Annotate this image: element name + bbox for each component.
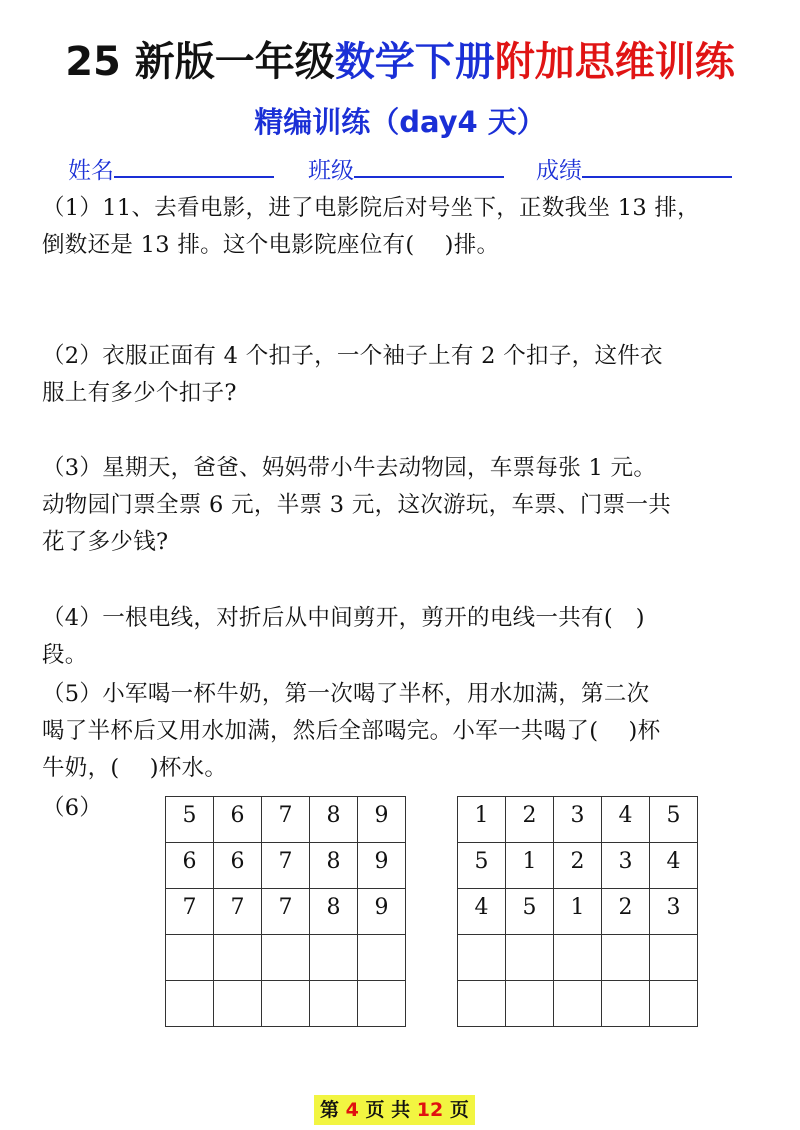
number-grid-right [457, 796, 698, 1027]
score-blank[interactable] [582, 152, 732, 178]
grid-cell-blank[interactable] [602, 935, 650, 981]
grid-cell-blank[interactable] [458, 935, 506, 981]
grid-cell: 6 [166, 843, 214, 889]
grid-cell: 3 [602, 843, 650, 889]
name-blank[interactable] [114, 152, 274, 178]
grid-cell: 1 [506, 843, 554, 889]
grid-row [166, 797, 406, 843]
class-blank[interactable] [354, 152, 504, 178]
grid-cell-blank[interactable] [554, 935, 602, 981]
grid-cell-blank[interactable] [358, 935, 406, 981]
class-field[interactable] [308, 152, 504, 185]
question-2 [42, 338, 762, 412]
question-5 [42, 676, 762, 787]
grid-cell-blank[interactable] [310, 935, 358, 981]
grid-cell: 4 [650, 843, 698, 889]
grid-cell-blank[interactable] [650, 981, 698, 1027]
grid-cell-blank[interactable] [166, 981, 214, 1027]
grid-cell: 2 [506, 797, 554, 843]
question-line: 花了多少钱? [42, 529, 169, 555]
grid-cell: 9 [358, 797, 406, 843]
grid-cell: 3 [650, 889, 698, 935]
question-line: （2）衣服正面有 4 个扣子，一个袖子上有 2 个扣子，这件衣 [42, 343, 663, 369]
question-line: 牛奶，( )杯水。 [42, 755, 228, 781]
grid-cell-blank[interactable] [458, 981, 506, 1027]
grid-row [458, 843, 698, 889]
grid-cell-blank[interactable] [506, 935, 554, 981]
title-part-training: 附加思维训练 [494, 39, 735, 85]
grid-cell-blank[interactable] [262, 935, 310, 981]
grid-cell: 5 [458, 843, 506, 889]
grid-cell: 7 [214, 889, 262, 935]
grid-cell: 7 [166, 889, 214, 935]
grid-cell: 8 [310, 889, 358, 935]
grid-cell: 7 [262, 889, 310, 935]
grid-cell-blank[interactable] [506, 981, 554, 1027]
question-line: 动物园门票全票 6 元，半票 3 元，这次游玩，车票、门票一共 [42, 492, 672, 518]
student-info-fields [68, 152, 768, 188]
grid-cell-blank[interactable] [358, 981, 406, 1027]
question-line: 段。 [42, 642, 88, 668]
grid-cell: 2 [602, 889, 650, 935]
grid-cell: 5 [506, 889, 554, 935]
grid-row [166, 889, 406, 935]
grid-cell-blank[interactable] [650, 935, 698, 981]
grid-cell: 1 [458, 797, 506, 843]
grid-cell: 7 [262, 797, 310, 843]
grid-cell: 9 [358, 889, 406, 935]
total-pages-number: 12 [416, 1099, 444, 1121]
grid-cell: 6 [214, 797, 262, 843]
grid-cell: 8 [310, 843, 358, 889]
question-line: （5）小军喝一杯牛奶，第一次喝了半杯，用水加满，第二次 [42, 681, 650, 707]
question-4 [42, 600, 762, 674]
class-label: 班级 [308, 158, 354, 184]
grid-row [166, 981, 406, 1027]
score-field[interactable] [536, 152, 732, 185]
question-6 [42, 790, 142, 827]
question-1 [42, 190, 762, 264]
name-label: 姓名 [68, 158, 114, 184]
title-part-grade: 25 新版一年级 [65, 39, 335, 85]
grid-row [166, 843, 406, 889]
question-3 [42, 450, 762, 561]
score-label: 成绩 [536, 158, 582, 184]
page-suffix: 页 [449, 1099, 469, 1121]
grid-cell: 9 [358, 843, 406, 889]
question-line: 倒数还是 13 排。这个电影院座位有( )排。 [42, 232, 500, 258]
title-part-math: 数学下册 [334, 39, 495, 85]
question-line: 服上有多少个扣子? [42, 380, 237, 406]
grid-row [458, 797, 698, 843]
grid-row [166, 935, 406, 981]
grid-cell: 2 [554, 843, 602, 889]
grid-cell: 7 [262, 843, 310, 889]
grid-cell: 4 [458, 889, 506, 935]
grid-cell-blank[interactable] [214, 981, 262, 1027]
grid-cell-blank[interactable] [554, 981, 602, 1027]
question-line: （4）一根电线，对折后从中间剪开，剪开的电线一共有( ) [42, 605, 645, 631]
question-label: （6） [42, 795, 103, 821]
grid-cell-blank[interactable] [166, 935, 214, 981]
question-line: （1）11、去看电影，进了电影院后对号坐下，正数我坐 13 排， [42, 195, 700, 221]
grid-cell: 5 [650, 797, 698, 843]
grid-row [458, 981, 698, 1027]
grid-cell-blank[interactable] [310, 981, 358, 1027]
page-middle: 页 共 [365, 1099, 411, 1121]
grid-row [458, 889, 698, 935]
page-prefix: 第 [320, 1099, 340, 1121]
number-grid-left [165, 796, 406, 1027]
grid-cell-blank[interactable] [262, 981, 310, 1027]
question-line: 喝了半杯后又用水加满，然后全部喝完。小军一共喝了( )杯 [42, 718, 661, 744]
grid-cell: 3 [554, 797, 602, 843]
grid-cell-blank[interactable] [602, 981, 650, 1027]
grid-cell: 4 [602, 797, 650, 843]
page-subtitle: 精编训练（day4 天） [254, 105, 546, 139]
grid-cell-blank[interactable] [214, 935, 262, 981]
name-field[interactable] [68, 152, 274, 185]
grid-cell: 8 [310, 797, 358, 843]
page-title [0, 34, 800, 90]
current-page-number: 4 [345, 1099, 359, 1121]
grid-cell: 6 [214, 843, 262, 889]
grid-row [458, 935, 698, 981]
question-line: （3）星期天，爸爸、妈妈带小牛去动物园，车票每张 1 元。 [42, 455, 657, 481]
grid-cell: 1 [554, 889, 602, 935]
grid-cell: 5 [166, 797, 214, 843]
page-indicator [314, 1095, 475, 1125]
